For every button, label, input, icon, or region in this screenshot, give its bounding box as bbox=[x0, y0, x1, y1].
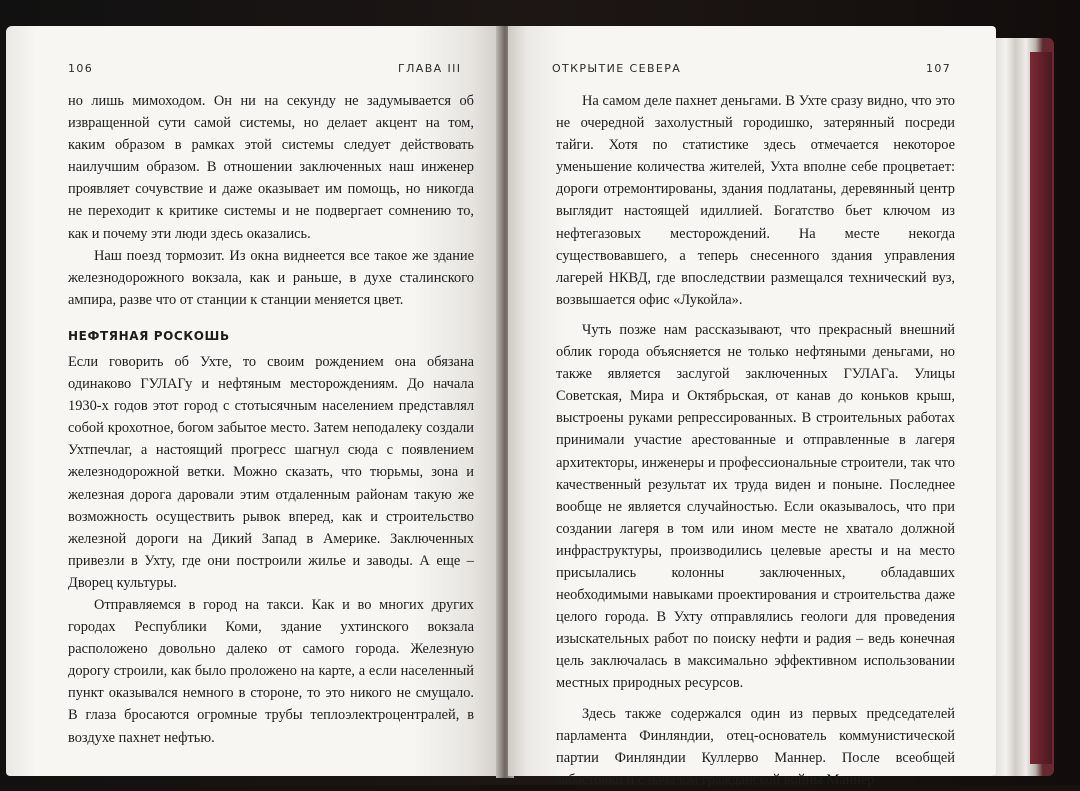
left-paragraph: Если говорить об Ухте, то своим рождением она обязана одинаково ГУЛАГу и нефтяным месторождениям. До начала 1930-х годов этот город с стотысячным населением представлял собой крохотное, богом забытое место. Затем неподалеку создали Ухтпечлаг, а настоящий прогресс шагнул сюда с появлением железнодорожной ветки. Можно сказать, что тюрьмы, зона и железная дорога даровали этим отдаленным районам такую же возможность осуществить рывок вперед, как и строительство железной дороги на Дикий Запад в Америке. Заключенных привезли в Ухту, где они построили жилье и заводы. А еще – Дворец культуры. bbox=[68, 353, 474, 591]
right-page-body bbox=[556, 90, 955, 791]
left-paragraph: Наш поезд тормозит. Из окна виднеется все такое же здание железнодорожного вокзала, как и раньше, в духе сталинского ампира, разве что от станции к станции меняется цвет. bbox=[68, 247, 474, 308]
left-page-body bbox=[68, 90, 474, 749]
right-paragraph: На самом деле пахнет деньгами. В Ухте сразу видно, что это не очередной захолустный городишко, затерянный посреди тайги. Хотя по статистике здесь отмечается некоторое уменьшение количества жителей, Ухта вполне себе процветает: дороги отремонтированы, здания подлатаны, деревянный центр выглядит настоящей идиллией. Богатство бьет ключом из нефтегазовых месторождений. На месте некогда существовавшего, а теперь снесенного здания управления лагерей НКВД, где впоследствии размещался технический вуз, возвышается офис «Лукойла». bbox=[556, 93, 955, 308]
right-page bbox=[508, 26, 996, 788]
left-page bbox=[6, 26, 502, 776]
left-running-head: ГЛАВА III bbox=[398, 62, 462, 75]
book-cover-edge bbox=[1030, 52, 1052, 764]
left-paragraph: но лишь мимоходом. Он ни на секунду не задумывается об извращенной сути самой системы, но делает акцент на том, каким образом в рамках этой системы следует действовать наилучшим образом. В отношении заключенных наш инженер проявляет сочувствие и даже оказывает им помощь, но никогда не переходит к критике системы и не подвергает сомнению то, как и почему эти люди здесь оказались. bbox=[68, 93, 474, 242]
left-paragraph: Отправляемся в город на такси. Как и во многих других городах Республики Коми, здание ухтинского вокзала расположено довольно далеко от самого города. Железную дорогу строили, как было проложено на карте, а если населенный пункт оказывался немного в стороне, то это никого не смущало. В глаза бросаются огромные трубы теплоэлектроцентралей, в воздухе пахнет нефтью. bbox=[68, 596, 474, 746]
right-paragraph: Чуть позже нам рассказывают, что прекрасный внешний облик города объясняется не только нефтяными деньгами, но также является заслугой заключенных ГУЛАГа. Улицы Советская, Мира и Октябрьская, от канав до коньков крыш, выстроены руками репрессированных. В строительных работах принимали участие арестованные и отправленные в лагеря архитекторы, инженеры и профессиональные строители, так что качественный результат их труда виден и поныне. Последнее вообще не является случайностью. Если оказывалось, что при создании лагеря в том или ином месте не хватало должной инфраструктуры, производились целевые аресты и на место присылались колонны заключенных, обладавших необходимыми навыками проектирования и строительства даже целого города. В Ухту отправлялись геологи для проведения изыскательных работ по поиску нефти и радия – ведь конечная цель заключалась в максимально эффективном использовании местных природных ресурсов. bbox=[556, 321, 955, 692]
right-page-number: 107 bbox=[926, 62, 952, 75]
section-heading: НЕФТЯНАЯ РОСКОШЬ bbox=[68, 328, 230, 343]
left-page-number: 106 bbox=[68, 62, 94, 75]
right-running-head: ОТКРЫТИЕ СЕВЕРА bbox=[552, 62, 682, 75]
right-paragraph: Здесь также содержался один из первых председателей парламента Финляндии, отец-основатель коммунистической партии Финляндии Куллерво Маннер. После всеобщей забастовки и с началом гражданской войны Маннер bbox=[556, 705, 955, 788]
